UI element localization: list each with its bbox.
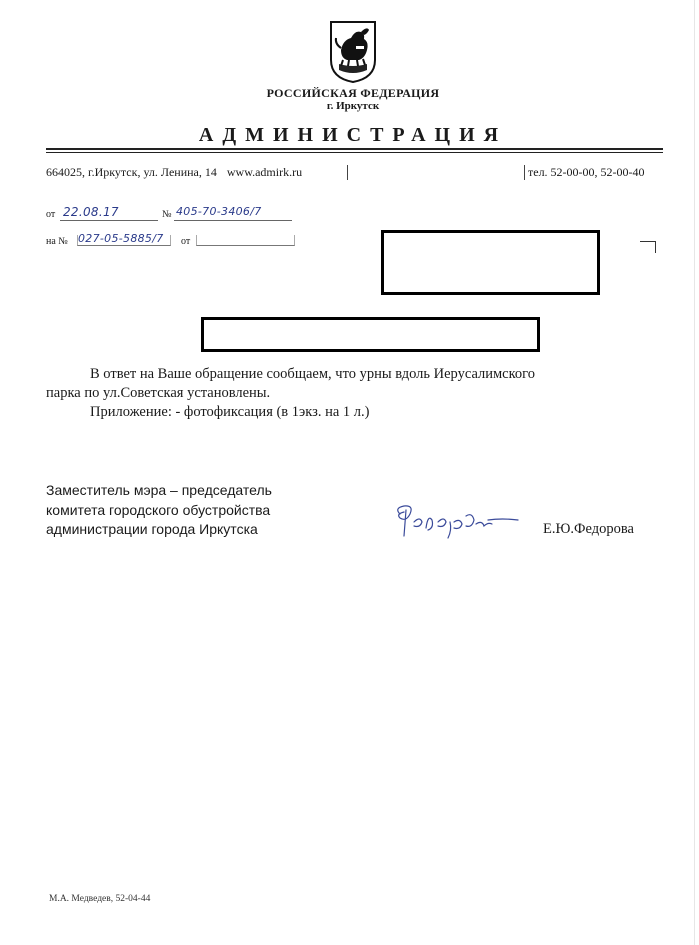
position-line-3: администрации города Иркутска [46,521,258,537]
reply-to-label: на № [46,236,68,247]
irkutsk-coat-of-arms-icon [329,20,377,84]
reply-to-handwritten: 027-05-5885/7 [78,232,164,245]
redacted-recipient-box [381,230,600,295]
handwritten-signature [392,500,522,550]
signatory-position [46,481,272,540]
executor-contact: М.А. Медведев, 52-04-44 [49,894,151,904]
website-link[interactable]: www.admirk.ru [226,165,303,179]
header-rule-thin [46,152,663,153]
date-label: от [46,209,56,220]
divider-tick [347,165,348,180]
attachment-line: Приложение: - фотофиксация (в 1экз. на 1 л.) [90,404,370,420]
reply-from-label: от [181,236,191,247]
address-text: 664025, г.Иркутск, ул. Ленина, 14 [46,165,217,179]
page-title: АДМИНИСТРАЦИЯ [198,124,508,146]
address-line [46,165,302,180]
address-corner-mark [640,241,656,253]
body-paragraph-line1: В ответ на Ваше обращение сообщаем, что урны вдоль Иерусалимского [90,366,536,382]
date-underline [60,220,158,221]
body-paragraph-line2: парка по ул.Советская установлены. [46,385,271,401]
position-line-2: комитета городского обустройства [46,501,271,518]
number-label: № [162,209,172,220]
letter-body [46,365,663,422]
number-underline [174,220,292,221]
number-handwritten: 405-70-3406/7 [176,205,262,218]
redacted-salutation-box [201,317,540,352]
reply-from-field [196,235,295,246]
phone-numbers: тел. 52-00-00, 52-00-40 [528,165,645,179]
position-line-1: Заместитель мэра – председатель [46,482,272,498]
signatory-name: Е.Ю.Федорова [543,521,634,537]
date-handwritten: 22.08.17 [63,205,119,219]
divider-tick [524,165,525,180]
country-name: РОССИЙСКАЯ ФЕДЕРАЦИЯ [266,86,440,100]
header-rule-thick [46,148,663,150]
city-name: г. Иркутск [326,100,380,112]
page-edge-line [694,0,695,945]
